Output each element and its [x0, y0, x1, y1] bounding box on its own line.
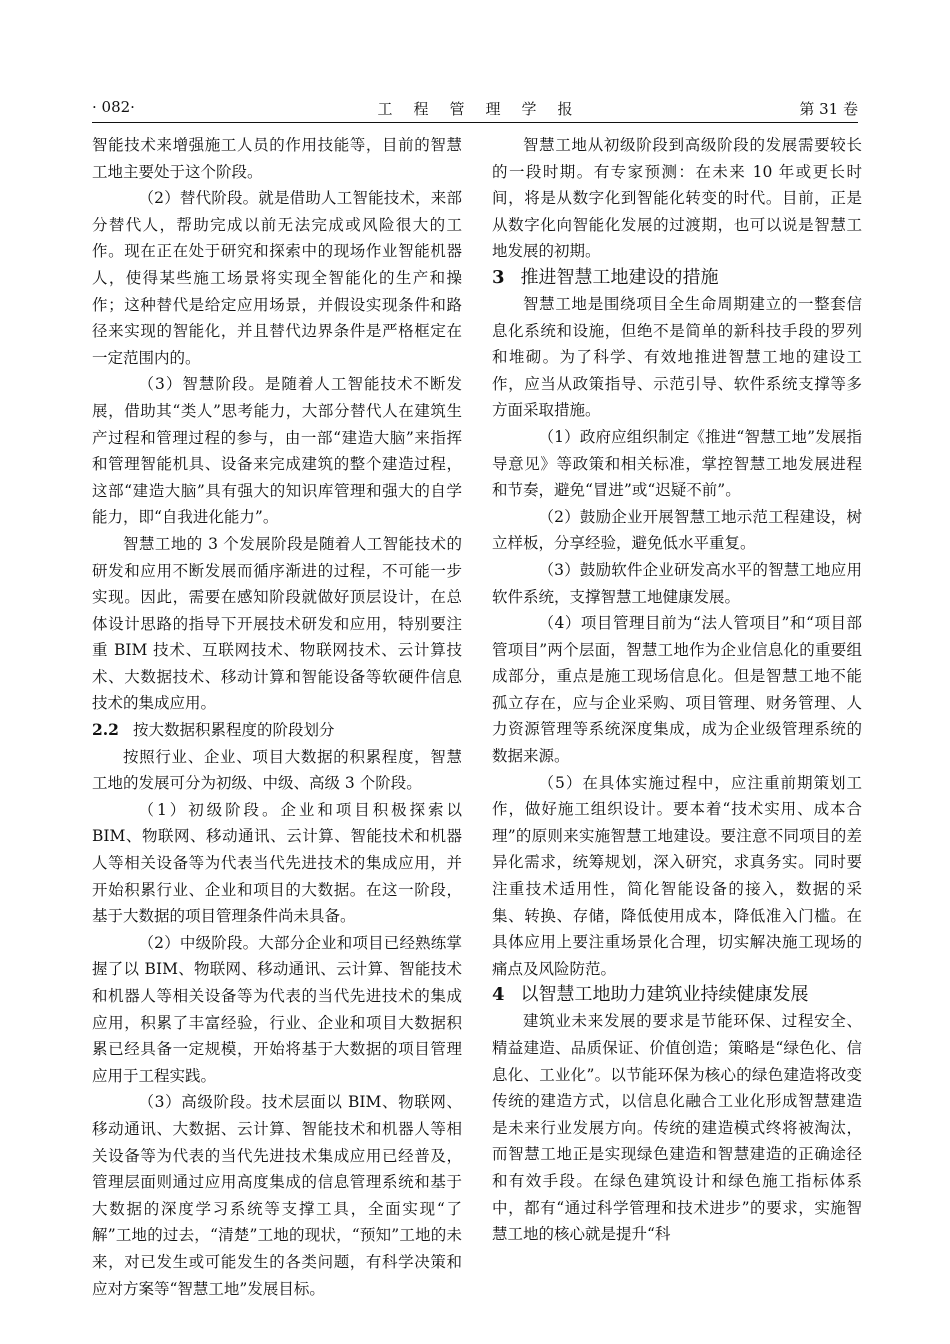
paragraph: （5）在具体实施过程中，应注重前期策划工作，做好施工组织设计。要本着“技术实用、成本合理”的原则来实施智慧工地建设。要注意不同项目的差异化需求，统筹规划，深入研究，求真务实。同时要注重技术适用性，简化智能设备的接入，数据的采集、转换、存储，降低使用成本，降低准入门槛。在具体应用上要注重场景化合理，切实解决施工现场的痛点及风险防范。 [492, 773, 862, 978]
paragraph: （2）替代阶段。就是借助人工智能技术，来部分替代人，帮助完成以前无法完成或风险很大的工作。现在正在处于研究和探索中的现场作业智能机器人，使得某些施工场景将实现全智能化的生产和操作；这种替代是给定应用场景，并假设实现条件和路径来实现的智能化，并且替代边界条件是严格框定在一定范围内的。 [92, 189, 462, 367]
paragraph: 按照行业、企业、项目大数据的积累程度，智慧工地的发展可分为初级、中级、高级 3 个阶段。 [92, 747, 462, 793]
section-heading-3 [492, 265, 862, 291]
paragraph: （3）鼓励软件企业研发高水平的智慧工地应用软件系统，支撑智慧工地健康发展。 [492, 560, 862, 606]
section-number: 2.2 [92, 720, 119, 740]
paragraph: （1）初级阶段。企业和项目积极探索以 BIM、物联网、移动通讯、云计算、智能技术和机器人等相关设备等为代表当代先进技术的集成应用，并开始积累行业、企业和项目的大数据。在这一阶段，基于大数据的项目管理条件尚未具备。 [92, 800, 462, 926]
section-heading-2-2 [92, 717, 462, 744]
paragraph: 智慧工地的 3 个发展阶段是随着人工智能技术的研发和应用不断发展而循序渐进的过程，不可能一步实现。因此，需要在感知阶段就做好顶层设计，在总体设计思路的指导下开展技术研发和应用，特别要注重 BIM 技术、互联网技术、物联网技术、云计算技术、大数据技术、移动计算和智能设备等软硬件信息技术的集成应用。 [92, 534, 462, 713]
section-title: 按大数据积累程度的阶段划分 [132, 721, 335, 740]
volume-label: 第 31 卷 [799, 100, 858, 118]
paragraph: （3）高级阶段。技术层面以 BIM、物联网、移动通讯、大数据、云计算、智能技术和机器人等相关设备等为代表的当代先进技术集成应用已经普及，管理层面则通过应用高度集成的信息管理系统和基于大数据的深度学习系统等支撑工具，全面实现“了解”工地的过去，“清楚”工地的现状，“预知”工地的未来，对已发生或可能发生的各类问题，有科学决策和应对方案等“智慧工地”发展目标。 [92, 1093, 462, 1298]
paragraph: （3）智慧阶段。是随着人工智能技术不断发展，借助其“类人”思考能力，大部分替代人在建筑生产过程和管理过程的参与，由一部“建造大脑”来指挥和管理智能机具、设备来完成建筑的整个建造过程，这部“建造大脑”具有强大的知识库管理和强大的自学能力，即“自我进化能力”。 [92, 375, 462, 527]
paragraph: （1）政府应组织制定《推进“智慧工地”发展指导意见》等政策和相关标准，掌控智慧工地发展进程和节奏，避免“冒进”或“迟疑不前”。 [492, 427, 862, 500]
section-number: 3 [492, 266, 505, 288]
paragraph: （2）鼓励企业开展智慧工地示范工程建设，树立样板，分享经验，避免低水平重复。 [492, 507, 862, 553]
paragraph: （2）中级阶段。大部分企业和项目已经熟练掌握了以 BIM、物联网、移动通讯、云计算、智能技术和机器人等相关设备等为代表的当代先进技术的集成应用，积累了丰富经验，行业、企业和项目大数据积累已经具备一定规模，开始将基于大数据的项目管理应用于工程实践。 [92, 933, 462, 1085]
left-column [92, 132, 462, 1302]
paragraph: （4）项目管理目前为“法人管项目”和“项目部管项目”两个层面，智慧工地作为企业信息化的重要组成部分，重点是施工现场信息化。但是智慧工地不能孤立存在，应与企业采购、项目管理、财务管理、人力资源管理等系统深度集成，成为企业级管理系统的数据来源。 [492, 614, 862, 766]
right-column [492, 132, 862, 1248]
journal-title: 工程管理学报 [377, 100, 594, 118]
section-heading-4 [492, 982, 862, 1008]
paragraph: 智能技术来增强施工人员的作用技能等，目前的智慧工地主要处于这个阶段。 [92, 136, 462, 181]
paragraph: 智慧工地从初级阶段到高级阶段的发展需要较长的一段时期。有专家预测：在未来 10 年或更长时间，将是从数字化到智能化转变的时代。目前，正是从数字化向智能化发展的过渡期，也可以说是智慧工地发展的初期。 [492, 136, 862, 261]
paragraph: 智慧工地是围绕项目全生命周期建立的一整套信息化系统和设施，但绝不是简单的新科技手段的罗列和堆砌。为了科学、有效地推进智慧工地的建设工作，应当从政策指导、示范引导、软件系统支撑等多方面采取措施。 [492, 294, 862, 420]
running-header [92, 96, 858, 123]
page-number: · 082· [92, 98, 135, 116]
section-number: 4 [492, 984, 505, 1006]
section-title: 推进智慧工地建设的措施 [520, 266, 719, 288]
paragraph: 建筑业未来发展的要求是节能环保、过程安全、精益建造、品质保证、价值创造；策略是“绿色化、信息化、工业化”。以节能环保为核心的绿色建造将改变传统的建造方式，以信息化融合工业化形成智慧建造是未来行业发展方向。传统的建造模式终将被淘汰，而智慧工地正是实现绿色建造和智慧建造的正确途径和有效手段。在绿色建筑设计和绿色施工指标体系中，都有“通过科学管理和技术进步”的要求，实施智慧工地的核心就是提升“科 [492, 1012, 862, 1244]
section-title: 以智慧工地助力建筑业持续健康发展 [520, 984, 809, 1006]
